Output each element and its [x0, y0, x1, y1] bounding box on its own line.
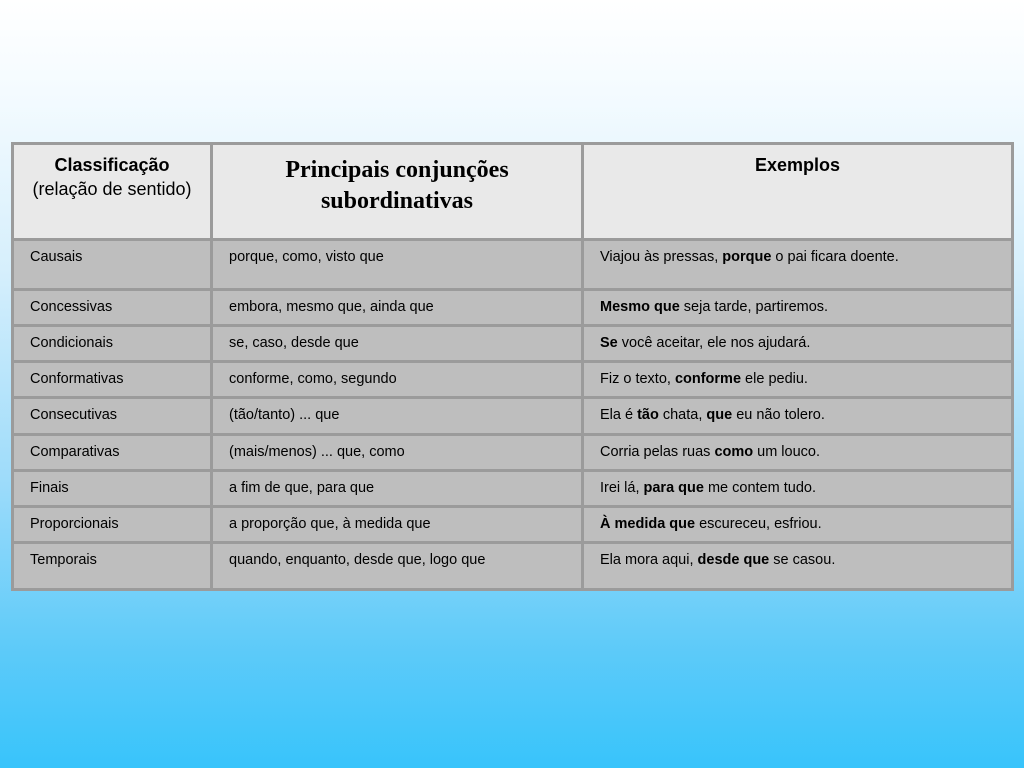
- example-conjunction: tão: [637, 407, 659, 424]
- example-text: se casou.: [769, 551, 836, 568]
- cell-exemplo: [584, 544, 1011, 588]
- example-conjunction: À medida que: [600, 515, 696, 532]
- table-row: [14, 291, 1011, 327]
- example-text: eu não tolero.: [732, 407, 825, 424]
- example-text: Ela mora aqui,: [600, 551, 698, 568]
- cell-conjuncoes: a fim de que, para que: [213, 472, 584, 508]
- cell-conjuncoes: quando, enquanto, desde que, logo que: [213, 544, 584, 588]
- table-header-row: [14, 145, 1011, 241]
- cell-classificacao: Causais: [14, 241, 213, 291]
- example-text: Corria pelas ruas: [600, 443, 715, 460]
- cell-classificacao: Comparativas: [14, 436, 213, 472]
- example-text: ele pediu.: [741, 371, 808, 388]
- cell-classificacao: Proporcionais: [14, 508, 213, 544]
- cell-conjuncoes: (mais/menos) ... que, como: [213, 436, 584, 472]
- example-text: chata,: [658, 407, 707, 424]
- example-text: o pai ficara doente.: [771, 249, 899, 265]
- header-classificacao-title: Classificação: [54, 155, 170, 175]
- cell-classificacao: Consecutivas: [14, 399, 213, 435]
- cell-conjuncoes: conforme, como, segundo: [213, 363, 584, 399]
- example-conjunction: que: [706, 407, 733, 424]
- example-conjunction: conforme: [674, 371, 742, 388]
- header-principais: Principais conjunções subordinativas: [213, 145, 584, 241]
- cell-classificacao: Conformativas: [14, 363, 213, 399]
- example-text: seja tarde, partiremos.: [679, 299, 829, 316]
- cell-exemplo: [584, 241, 1011, 291]
- table-row: [14, 327, 1011, 363]
- cell-classificacao: Condicionais: [14, 327, 213, 363]
- cell-classificacao: Temporais: [14, 544, 213, 588]
- table-row: [14, 399, 1011, 435]
- cell-conjuncoes: (tão/tanto) ... que: [213, 399, 584, 435]
- example-text: Viajou às pressas,: [600, 249, 723, 265]
- example-text: me contem tudo.: [703, 479, 816, 496]
- table-row: [14, 241, 1011, 291]
- header-classificacao-subtitle: (relação de sentido): [32, 179, 192, 199]
- cell-exemplo: [584, 327, 1011, 363]
- cell-exemplo: [584, 436, 1011, 472]
- example-conjunction: porque: [722, 249, 772, 265]
- header-classificacao: [14, 145, 213, 241]
- example-text: você aceitar, ele nos ajudará.: [617, 335, 811, 352]
- example-text: Fiz o texto,: [600, 371, 675, 388]
- cell-exemplo: [584, 472, 1011, 508]
- example-text: Ela é: [600, 407, 638, 424]
- header-exemplos: Exemplos: [584, 145, 1011, 241]
- example-conjunction: Se: [600, 335, 618, 352]
- cell-exemplo: [584, 508, 1011, 544]
- cell-conjuncoes: embora, mesmo que, ainda que: [213, 291, 584, 327]
- example-text: escureceu, esfriou.: [695, 515, 822, 532]
- table-row: [14, 544, 1011, 588]
- cell-exemplo: [584, 399, 1011, 435]
- example-conjunction: como: [714, 443, 754, 460]
- example-conjunction: desde que: [697, 551, 770, 568]
- cell-conjuncoes: se, caso, desde que: [213, 327, 584, 363]
- table-row: [14, 436, 1011, 472]
- cell-conjuncoes: porque, como, visto que: [213, 241, 584, 291]
- cell-classificacao: Concessivas: [14, 291, 213, 327]
- table-row: [14, 508, 1011, 544]
- conjunctions-table-frame: [11, 142, 1014, 591]
- example-text: um louco.: [753, 443, 821, 460]
- conjunctions-table: [14, 145, 1011, 588]
- example-conjunction: Mesmo que: [600, 299, 680, 316]
- example-conjunction: para que: [643, 479, 704, 496]
- table-row: [14, 472, 1011, 508]
- cell-exemplo: [584, 363, 1011, 399]
- table-row: [14, 363, 1011, 399]
- cell-classificacao: Finais: [14, 472, 213, 508]
- example-text: Irei lá,: [600, 479, 644, 496]
- cell-exemplo: [584, 291, 1011, 327]
- cell-conjuncoes: a proporção que, à medida que: [213, 508, 584, 544]
